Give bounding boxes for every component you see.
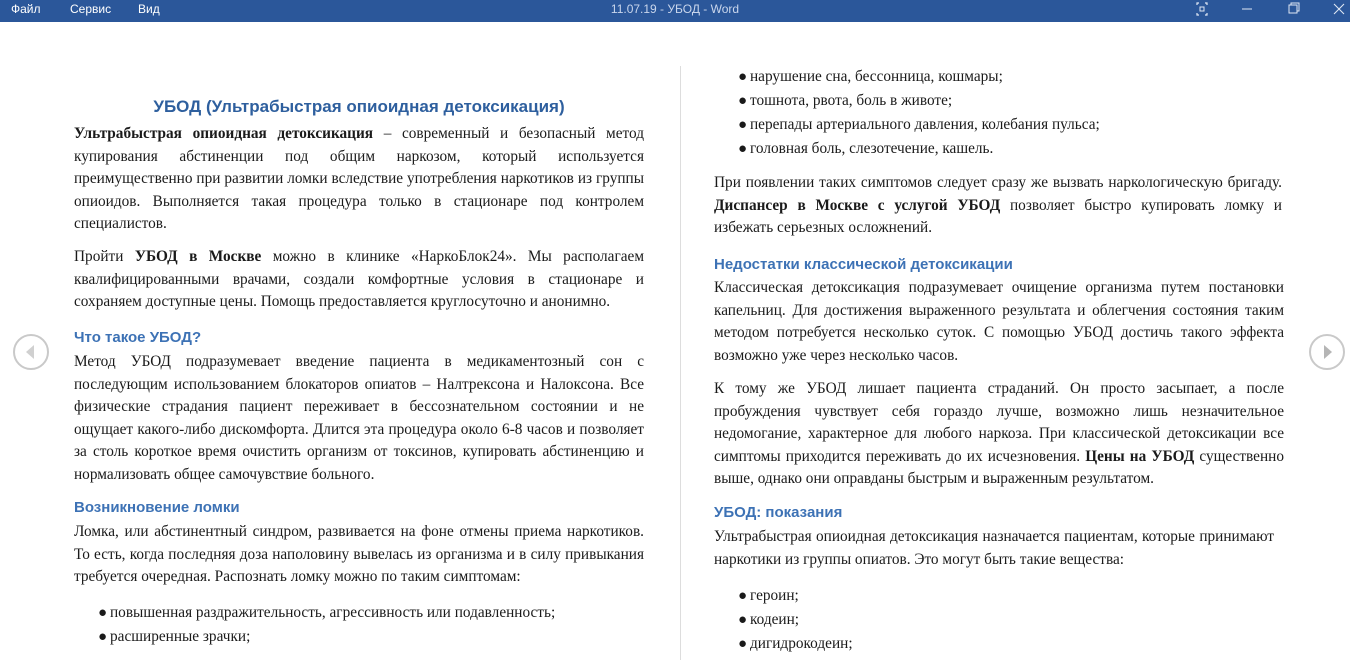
list-item-text: нарушение сна, бессонница, кошмары; [750, 68, 1003, 85]
bullet-icon: ● [98, 629, 108, 645]
clinic-bold: УБОД в Москве [134, 248, 262, 265]
paragraph-clinic [74, 246, 644, 314]
heading-indications: УБОД: показания [714, 504, 843, 521]
bullet-icon: ● [98, 605, 108, 621]
next-page-button[interactable] [1309, 334, 1345, 370]
list-item-text: повышенная раздражительность, агрессивность или подавленность; [110, 604, 556, 621]
window-title: 11.07.19 - УБОД - Word [610, 2, 740, 16]
bullet-icon: ● [738, 117, 748, 133]
heading-cons: Недостатки классической детоксикации [714, 256, 1013, 273]
minimize-icon[interactable] [1235, 0, 1259, 18]
advantage-text-a: К тому же УБОД лишает пациента страданий. Он просто засыпает, а после пробуждения чувствует себя гораздо лучше, возможно лишь незначительное недомогание, характерное для любого наркоза. При классической детоксикации все симптомы приходится переживать до их исчезновения. [714, 380, 1284, 465]
title-bar [0, 0, 1350, 22]
heading-what-is: Что такое УБОД? [74, 329, 202, 346]
list-item [738, 90, 953, 113]
list-item-text: тошнота, рвота, боль в животе; [750, 92, 953, 109]
restore-icon[interactable] [1281, 0, 1305, 18]
advantage-text-b: существенно выше, однако они оправданы быстрым и выраженным результатом. [714, 447, 1284, 487]
call-text-a: При появлении таких симптомов следует сразу же вызвать наркологическую бригаду. [714, 174, 1282, 191]
intro-text: – современный и безопасный метод купирования абстиненции под общим наркозом, который используется преимущественно при развитии ломки вследствие употребления наркотиков из группы опиоидов. Выполняется такая процедура только в стационаре под контролем специалистов. [74, 125, 644, 232]
bullet-icon: ● [738, 588, 748, 604]
list-item [738, 585, 799, 608]
menu-view[interactable]: Вид [138, 2, 160, 16]
bullet-icon: ● [738, 636, 748, 652]
call-bold: Диспансер в Москве с услугой УБОД [714, 196, 1001, 214]
document-title: УБОД (Ультрабыстрая опиоидная детоксикация) [153, 97, 565, 116]
list-item [738, 609, 800, 632]
paragraph-indications: Ультрабыстрая опиоидная детоксикация назначается пациентам, которые принимают наркотики из группы опиатов. Это могут быть такие вещества: [714, 528, 1274, 568]
paragraph-classic: Классическая детоксикация подразумевает очищение организма путем постановки капельниц. Для достижения выраженного результата и облегчения состояния таким методом потребуется несколько суток. С помощью УБОД достичь такого эффекта возможно уже через несколько часов. [714, 279, 1284, 364]
heading-withdrawal: Возникновение ломки [74, 499, 240, 516]
previous-page-button[interactable] [13, 334, 49, 370]
paragraph-advantage [714, 378, 1284, 491]
paragraph-withdrawal: Ломка, или абстинентный синдром, развивается на фоне отмены приема наркотиков. То есть, когда последняя доза наполовину вывелась из организма и в силу привыкания требуется очередная. Распознать ломку можно по таким симптомам: [74, 523, 644, 585]
list-item [738, 66, 1003, 89]
list-item [738, 138, 994, 161]
paragraph-method: Метод УБОД подразумевает введение пациента в медикаментозный сон с последующим использованием блокаторов опиатов – Налтрексона и Налоксона. Все физические страдания пациент переживает в бессознательном состоянии и не ощущает какого-либо дискомфорта. Длится эта процедура около 6-8 часов и позволяет за столь короткое время очистить организм от токсинов, купировать абстиненцию и нормализовать общее самочувствие больного. [74, 353, 644, 483]
chevron-right-icon [1311, 336, 1343, 368]
close-icon[interactable] [1327, 0, 1350, 18]
clinic-text-a: Пройти [74, 248, 135, 265]
intro-bold: Ультрабыстрая опиоидная детоксикация [74, 125, 374, 142]
paragraph-call-team [714, 172, 1282, 240]
bullet-icon: ● [738, 612, 748, 628]
focus-mode-icon[interactable] [1190, 0, 1214, 18]
list-item-text: головная боль, слезотечение, кашель. [750, 140, 994, 157]
bullet-icon: ● [738, 93, 748, 109]
list-item [98, 602, 556, 625]
list-item [98, 626, 251, 649]
clinic-text-b: можно в клинике «НаркоБлок24». Мы располагаем квалифицированными врачами, создали комфортные условия в стационаре и сохраняем доступные цены. Помощь предоставляется круглосуточно и анонимно. [74, 248, 644, 310]
list-item [738, 114, 1100, 137]
list-item-text: дигидрокодеин; [750, 635, 853, 652]
list-item-text: перепады артериального давления, колебания пульса; [750, 116, 1100, 133]
paragraph-intro [74, 123, 644, 236]
page-divider [680, 66, 681, 660]
advantage-bold: Цены на УБОД [1085, 447, 1195, 465]
list-item-text: кодеин; [750, 611, 800, 628]
call-text-b: позволяет быстро купировать ломку и избежать серьезных осложнений. [714, 196, 1282, 236]
menu-file[interactable]: Файл [11, 2, 41, 16]
list-item-text: расширенные зрачки; [110, 628, 251, 645]
list-item [738, 633, 853, 656]
bullet-icon: ● [738, 141, 748, 157]
list-item-text: героин; [750, 587, 799, 604]
bullet-icon: ● [738, 69, 748, 85]
chevron-left-icon [15, 336, 47, 368]
menu-service[interactable]: Сервис [70, 2, 112, 16]
